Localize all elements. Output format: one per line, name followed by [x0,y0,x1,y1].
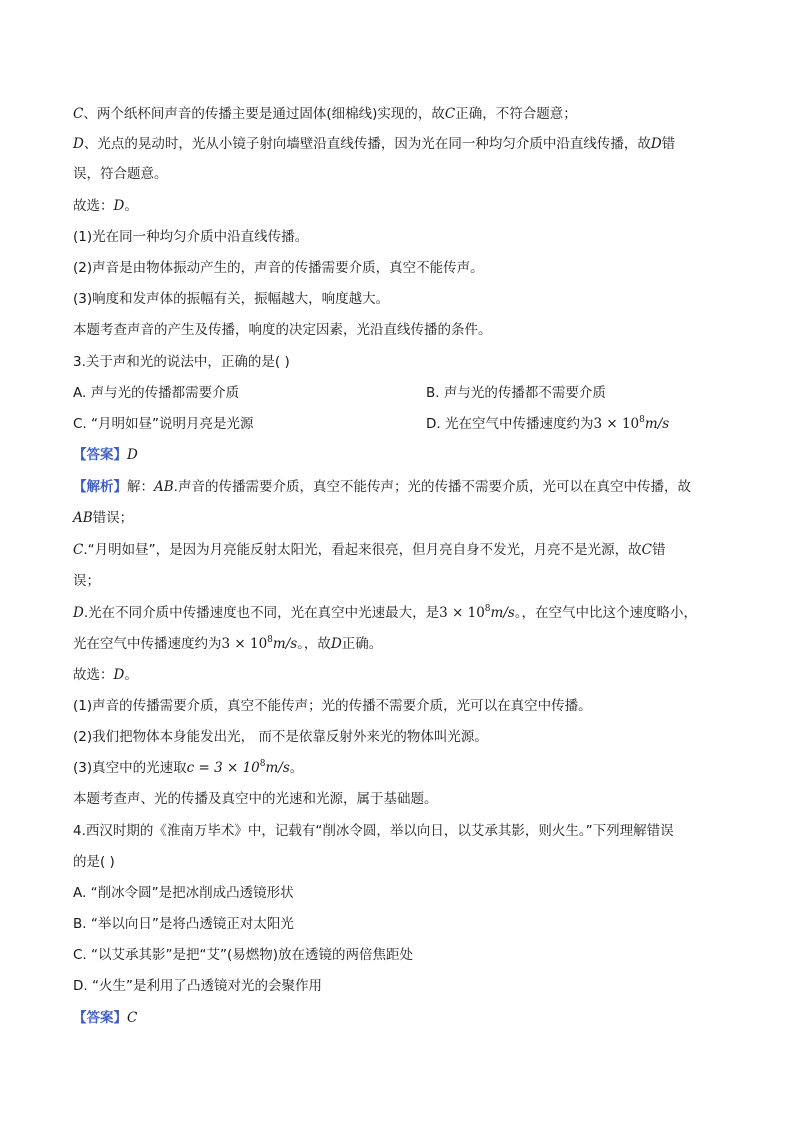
q3-answer: 【答案】D [73,447,138,463]
q4-option-b: B. “举以向日”是将凸透镜正对太阳光 [73,916,294,932]
point-2: (2)声音是由物体振动产生的，声音的传播需要介质，真空不能传声。 [73,260,484,276]
q3-option-b: B. 声与光的传播都不需要介质 [426,385,606,401]
q3-choose: 故选：D。 [73,667,138,683]
q4-stem-1: 4.西汉时期的《淮南万毕术》中，记载有“削冰令圆，举以向日，以艾承其影，则火生。”下列理解错误 [73,823,674,839]
q3-option-c: C. “月明如昼”说明月亮是光源 [73,416,254,432]
q4-option-a: A. “削冰令圆”是把冰削成凸透镜形状 [73,885,294,901]
q3-analysis-5: D.光在不同介质中传播速度也不同，光在真空中光速最大，是$3 \times 10^8m/s$。，在空气中比这个速度略小， [73,604,698,621]
point-3: (3)响度和发声体的振幅有关，振幅越大，响度越大。 [73,291,390,307]
q4-stem-2: 的是( ) [73,854,115,870]
q3-summary: 本题考查声、光的传播及真空中的光速和光源，属于基础题。 [73,791,438,807]
q4-answer: 【答案】C [73,1010,138,1026]
q3-analysis-1: 【解析】解：AB.声音的传播需要介质，真空不能传声；光的传播不需要介质，光可以在真空中传播，故 [73,479,691,495]
q3-analysis-3: C.“月明如昼”，是因为月亮能反射太阳光，看起来很亮，但月亮自身不发光，月亮不是光源，故C错 [73,542,666,558]
q3-point-1: (1)声音的传播需要介质，真空不能传声；光的传播不需要介质，光可以在真空中传播。 [73,698,592,714]
explanation-line-c: C、两个纸杯间声音的传播主要是通过固体(细棉线)实现的，故C正确，不符合题意； [73,106,577,122]
q4-option-c: C. “以艾承其影”是把“艾”(易燃物)放在透镜的两倍焦距处 [73,947,414,963]
q3-stem: 3.关于声和光的说法中，正确的是( ) [73,354,290,370]
q3-analysis-2: AB错误； [73,510,134,526]
q3-point-2: (2)我们把物体本身能发出光， 而不是依靠反射外来光的物体叫光源。 [73,729,488,745]
summary-line: 本题考查声音的产生及传播，响度的决定因素，光沿直线传播的条件。 [73,322,492,338]
q3-point-3: (3)真空中的光速取$c = 3 \times 10^8m/s$。 [73,759,304,776]
q3-option-row-2 [73,414,670,434]
q3-option-row-1 [73,383,606,403]
q3-analysis-4: 误； [73,573,100,589]
q4-option-d: D. “火生”是利用了凸透镜对光的会聚作用 [73,978,322,994]
q3-option-d: D. 光在空气中传播速度约为$3 \times 10^8m/s$ [426,415,670,432]
explanation-line-d: D、光点的晃动时，光从小镜子射向墙壁沿直线传播，因为光在同一种均匀介质中沿直线传播，故D错 [73,136,676,152]
explanation-line-d-cont: 误，符合题意。 [73,166,168,182]
q3-analysis-6: 光在空气中传播速度约为$3 \times 10^8m/s$。，故D正确。 [73,635,383,652]
point-1: (1)光在同一种均匀介质中沿直线传播。 [73,229,309,245]
choose-line: 故选：D。 [73,198,138,214]
q3-option-a: A. 声与光的传播都需要介质 [73,385,240,401]
